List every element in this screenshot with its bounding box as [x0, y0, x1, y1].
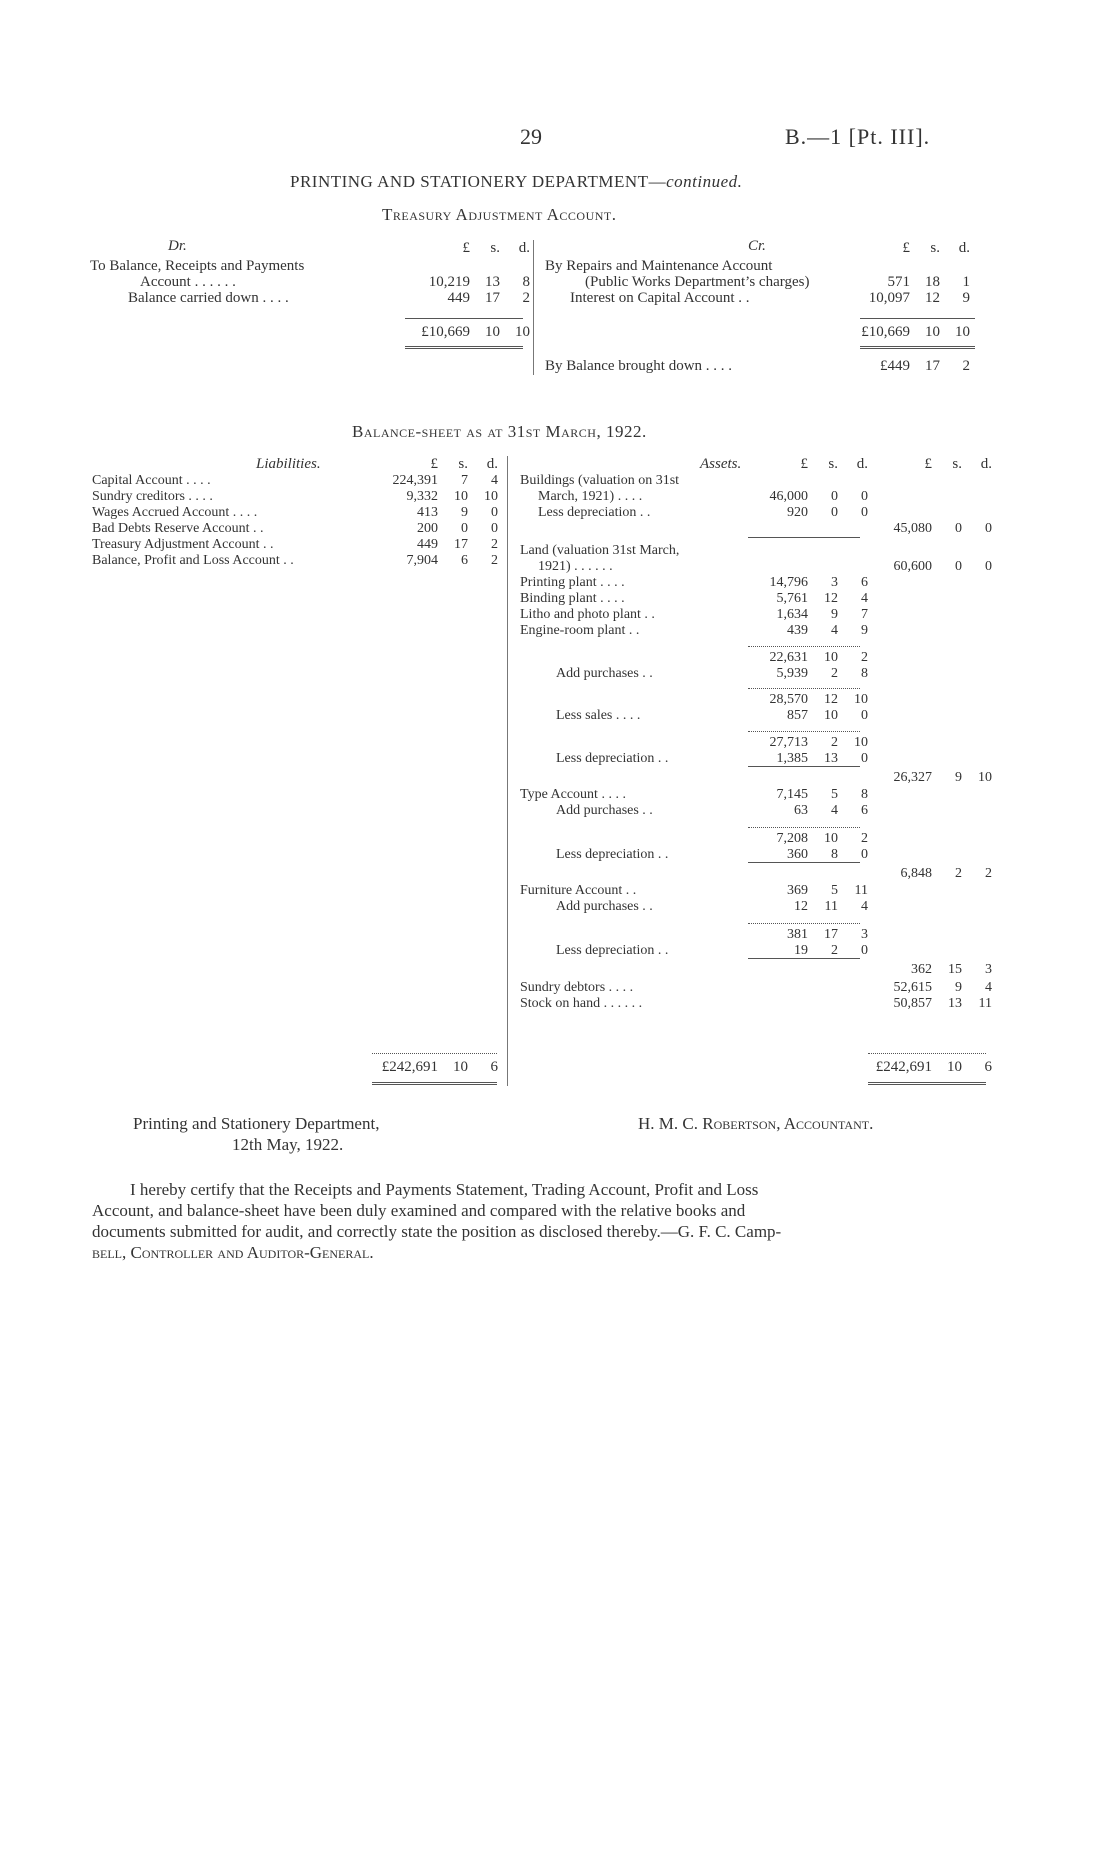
pence-value: 11: [854, 883, 868, 898]
pence-value: 2: [861, 831, 868, 846]
pence-value: 8: [522, 274, 530, 290]
asset-inner-values: [728, 751, 868, 767]
carry-out-rule: [748, 862, 860, 863]
shillings-value: 0: [461, 521, 468, 536]
pounds-value: £10,669: [861, 324, 910, 340]
pounds-value: £242,691: [875, 1059, 932, 1075]
pence-value: 10: [515, 324, 530, 340]
shillings-value: 7: [461, 473, 468, 488]
row-label: Interest on Capital Account . .: [570, 290, 750, 306]
pounds-value: 1,634: [776, 607, 808, 622]
asset-inner-values: [728, 803, 868, 819]
pound-heading: £: [924, 456, 932, 472]
asset-label: Stock on hand . . . . . .: [520, 996, 643, 1011]
pence-value: 6: [984, 1059, 992, 1075]
subtotal-rule: [748, 688, 860, 689]
treasury-left-row: [140, 274, 236, 291]
pounds-value: 6,848: [900, 866, 932, 881]
treasury-left-row: [90, 258, 304, 275]
pounds-value: 857: [787, 708, 808, 723]
asset-outer-values: [852, 521, 992, 537]
pounds-value: 224,391: [392, 473, 438, 488]
shillings-value: 9: [831, 607, 838, 622]
pounds-value: 1,385: [776, 751, 808, 766]
pence-value: 0: [491, 521, 498, 536]
shillings-value: 13: [948, 996, 962, 1011]
pounds-value: 28,570: [769, 692, 808, 707]
pence-value: 7: [861, 607, 868, 622]
shillings-value: 11: [824, 899, 838, 914]
asset-label: Less sales . . . .: [556, 708, 641, 723]
asset-inner-values: [728, 591, 868, 607]
pence-value: 10: [854, 735, 868, 750]
liability-values: [358, 521, 498, 537]
treasury-left-total: [390, 324, 530, 341]
asset-label: Engine-room plant . .: [520, 623, 640, 638]
asset-label: Add purchases . .: [556, 666, 653, 681]
pounds-value: 449: [447, 290, 470, 306]
shillings-value: 9: [955, 770, 962, 785]
signature-date: 12th May, 1922.: [232, 1135, 344, 1154]
pounds-value: 52,615: [893, 980, 932, 995]
certification-line: I hereby certify that the Receipts and Payments Statement, Trading Account, Profit and Loss: [130, 1180, 759, 1199]
treasury-right-row-values: [830, 290, 970, 307]
pence-value: 2: [861, 650, 868, 665]
shillings-value: 8: [831, 847, 838, 862]
pound-heading: £: [430, 456, 438, 472]
pence-value: 2: [491, 553, 498, 568]
shillings-value: 18: [925, 274, 940, 290]
treasury-left-lsd-header: [390, 240, 530, 257]
asset-label: Less depreciation . .: [538, 505, 651, 520]
pounds-value: 14,796: [769, 575, 808, 590]
total-rule: [868, 1082, 986, 1085]
subtotal-rule: [868, 1053, 986, 1054]
shillings-value: 12: [824, 591, 838, 606]
subtotal-rule: [748, 827, 860, 828]
department-signature-line: Printing and Stationery Department,: [133, 1114, 380, 1133]
pence-value: 10: [978, 770, 992, 785]
pounds-value: £449: [880, 358, 910, 374]
report-reference: B.—1 [Pt. III].: [785, 124, 931, 149]
accountant-signature: H. M. C. Robertson, Accountant.: [638, 1114, 874, 1133]
asset-inner-values: [728, 927, 868, 943]
pounds-value: 45,080: [893, 521, 932, 536]
shillings-value: 4: [831, 623, 838, 638]
shillings-value: 10: [453, 1059, 468, 1075]
shilling-heading: s.: [458, 456, 468, 472]
shillings-value: 2: [831, 943, 838, 958]
asset-outer-values: [852, 996, 992, 1012]
treasury-title: Treasury Adjustment Account.: [382, 205, 617, 224]
pounds-value: 920: [787, 505, 808, 520]
asset-inner-values: [728, 708, 868, 724]
liability-label: Treasury Adjustment Account . .: [92, 537, 274, 552]
assets-lsd-header-a: [728, 456, 868, 473]
pence-value: 0: [985, 559, 992, 574]
treasury-right-row: [570, 290, 750, 307]
liability-label: Capital Account . . . .: [92, 473, 211, 488]
pounds-value: 26,327: [893, 770, 932, 785]
asset-label: Type Account . . . .: [520, 787, 626, 802]
pence-value: 10: [484, 489, 498, 504]
asset-inner-values: [728, 505, 868, 521]
pounds-value: 12: [794, 899, 808, 914]
asset-label: Less depreciation . .: [556, 943, 669, 958]
treasury-right-row-values: [830, 274, 970, 291]
row-label: To Balance, Receipts and Payments: [90, 258, 305, 274]
pounds-value: 7,208: [776, 831, 808, 846]
shillings-value: 0: [955, 521, 962, 536]
liability-values: [358, 473, 498, 489]
asset-inner-values: [728, 943, 868, 959]
shillings-value: 2: [831, 735, 838, 750]
shillings-value: 2: [955, 866, 962, 881]
pence-value: 0: [861, 708, 868, 723]
department-title: [290, 172, 742, 192]
pence-value: 1: [962, 274, 970, 290]
pence-value: 6: [490, 1059, 498, 1075]
liabilities-label: Liabilities.: [256, 456, 321, 472]
asset-inner-values: [728, 650, 868, 666]
shilling-heading: s.: [952, 456, 962, 472]
pounds-value: 7,904: [406, 553, 438, 568]
asset-outer-values: [852, 866, 992, 882]
shillings-value: 3: [831, 575, 838, 590]
pence-value: 9: [861, 623, 868, 638]
asset-label: Litho and photo plant . .: [520, 607, 655, 622]
liability-values: [358, 553, 498, 569]
shillings-value: 0: [831, 505, 838, 520]
column-divider: [533, 240, 534, 375]
asset-inner-values: [728, 575, 868, 591]
asset-inner-values: [728, 831, 868, 847]
department-title-suffix: continued.: [666, 172, 743, 191]
total-rule: [860, 346, 975, 349]
assets-lsd-header-b: [852, 456, 992, 473]
dr-label: Dr.: [168, 238, 187, 254]
row-label: Account . . . . . .: [140, 274, 236, 290]
balance-sheet-title: Balance-sheet as at 31st March, 1922.: [352, 422, 647, 441]
asset-label: Buildings (valuation on 31st: [520, 473, 680, 488]
liability-label: Sundry creditors . . . .: [92, 489, 213, 504]
shillings-value: 6: [461, 553, 468, 568]
pence-value: 2: [522, 290, 530, 306]
pounds-value: 10,097: [868, 290, 910, 306]
treasury-brought-down-values: [830, 358, 970, 375]
shillings-value: 13: [824, 751, 838, 766]
liability-label: Balance, Profit and Loss Account . .: [92, 553, 294, 568]
shillings-value: 0: [831, 489, 838, 504]
shillings-value: 0: [955, 559, 962, 574]
pence-value: 4: [491, 473, 498, 488]
pence-heading: d.: [486, 456, 498, 472]
asset-inner-values: [728, 735, 868, 751]
asset-inner-values: [728, 899, 868, 915]
pence-value: 10: [854, 692, 868, 707]
shillings-value: 12: [925, 290, 940, 306]
pence-value: 6: [861, 575, 868, 590]
shillings-value: 10: [947, 1059, 962, 1075]
asset-inner-values: [728, 489, 868, 505]
pence-value: 2: [985, 866, 992, 881]
pence-value: 0: [861, 847, 868, 862]
subtotal-rule: [748, 923, 860, 924]
asset-outer-values: [852, 559, 992, 575]
shillings-value: 10: [485, 324, 500, 340]
total-rule: [405, 346, 523, 349]
asset-label: Sundry debtors . . . .: [520, 980, 634, 995]
pence-value: 8: [861, 787, 868, 802]
pence-value: 4: [985, 980, 992, 995]
treasury-right-row: [585, 274, 809, 291]
asset-outer-values: [852, 770, 992, 786]
shillings-value: 2: [831, 666, 838, 681]
shillings-value: 9: [461, 505, 468, 520]
pounds-value: 439: [787, 623, 808, 638]
shillings-value: 4: [831, 803, 838, 818]
certification-line: documents submitted for audit, and correctly state the position as disclosed thereby.—G. F. C. Camp-: [92, 1222, 782, 1241]
carry-out-rule: [748, 958, 860, 959]
cr-label: Cr.: [748, 238, 766, 254]
asset-outer-values: [852, 980, 992, 996]
row-label: (Public Works Department’s charges): [585, 274, 810, 290]
pence-heading: d.: [958, 240, 970, 256]
shillings-value: 17: [925, 358, 940, 374]
treasury-brought-down-row: [545, 358, 732, 375]
pence-value: 8: [861, 666, 868, 681]
subtotal-rule: [748, 646, 860, 647]
shillings-value: 5: [831, 787, 838, 802]
shilling-heading: s.: [828, 456, 838, 472]
pence-value: 2: [491, 537, 498, 552]
pounds-value: 27,713: [769, 735, 808, 750]
asset-inner-values: [728, 692, 868, 708]
asset-inner-values: [728, 787, 868, 803]
pound-heading: £: [800, 456, 808, 472]
liability-values: [358, 489, 498, 505]
liability-values: [358, 505, 498, 521]
treasury-right-row: [545, 258, 772, 275]
pence-value: 0: [861, 943, 868, 958]
certification-line: Account, and balance-sheet have been duly examined and compared with the relative books and: [92, 1201, 746, 1220]
pence-heading: d.: [980, 456, 992, 472]
pence-value: 9: [962, 290, 970, 306]
row-label: By Repairs and Maintenance Account: [545, 258, 773, 274]
pence-heading: d.: [856, 456, 868, 472]
pounds-value: 5,939: [776, 666, 808, 681]
pounds-value: £242,691: [381, 1059, 438, 1075]
liability-label: Wages Accrued Account . . . .: [92, 505, 258, 520]
pounds-value: 413: [417, 505, 438, 520]
pounds-value: 200: [417, 521, 438, 536]
shillings-value: 17: [485, 290, 500, 306]
shillings-value: 9: [955, 980, 962, 995]
page-number: 29: [520, 124, 542, 149]
shilling-heading: s.: [490, 240, 500, 256]
treasury-right-lsd-header: [830, 240, 970, 257]
row-label: Balance carried down . . . .: [128, 290, 289, 306]
certification-line: bell, Controller and Auditor-General.: [92, 1243, 374, 1262]
shillings-value: 10: [824, 650, 838, 665]
pounds-value: 5,761: [776, 591, 808, 606]
pounds-value: 19: [794, 943, 808, 958]
pounds-value: 571: [887, 274, 910, 290]
shillings-value: 17: [454, 537, 468, 552]
liability-label: Bad Debts Reserve Account . .: [92, 521, 264, 536]
assets-label: Assets.: [700, 456, 742, 472]
asset-inner-values: [728, 666, 868, 682]
department-title-main: PRINTING AND STATIONERY DEPARTMENT—: [290, 172, 667, 191]
subtotal-rule: [372, 1053, 497, 1054]
asset-inner-values: [728, 607, 868, 623]
shillings-value: 12: [824, 692, 838, 707]
pence-value: 3: [861, 927, 868, 942]
column-divider: [507, 456, 508, 1086]
shillings-value: 5: [831, 883, 838, 898]
pounds-value: 10,219: [428, 274, 470, 290]
pence-value: 3: [985, 962, 992, 977]
subtotal-rule: [748, 731, 860, 732]
pence-value: 2: [962, 358, 970, 374]
pounds-value: 50,857: [893, 996, 932, 1011]
asset-label: 1921) . . . . . .: [538, 559, 613, 574]
pence-value: 6: [861, 803, 868, 818]
pence-value: 0: [985, 521, 992, 536]
pence-value: 11: [978, 996, 992, 1011]
row-label: By Balance brought down . . . .: [545, 358, 733, 374]
asset-inner-values: [728, 623, 868, 639]
pence-value: 0: [861, 489, 868, 504]
pence-value: 10: [955, 324, 970, 340]
asset-label: Printing plant . . . .: [520, 575, 625, 590]
pence-heading: d.: [518, 240, 530, 256]
asset-label: Add purchases . .: [556, 899, 653, 914]
pound-heading: £: [462, 240, 470, 256]
shillings-value: 10: [824, 708, 838, 723]
pence-value: 0: [491, 505, 498, 520]
pounds-value: 449: [417, 537, 438, 552]
treasury-left-row-values: [390, 274, 530, 291]
subtotal-rule: [860, 318, 975, 319]
asset-label: Binding plant . . . .: [520, 591, 625, 606]
asset-label: March, 1921) . . . .: [538, 489, 643, 504]
shillings-value: 10: [454, 489, 468, 504]
carry-out-rule: [748, 766, 860, 767]
pounds-value: 7,145: [776, 787, 808, 802]
asset-inner-values: [728, 847, 868, 863]
liabilities-lsd-header: [358, 456, 498, 473]
pence-value: 0: [861, 505, 868, 520]
pound-heading: £: [902, 240, 910, 256]
liability-values: [358, 537, 498, 553]
asset-label: Land (valuation 31st March,: [520, 543, 680, 558]
asset-label: Furniture Account . .: [520, 883, 637, 898]
asset-inner-values: [728, 883, 868, 899]
shillings-value: 10: [925, 324, 940, 340]
total-rule: [372, 1082, 497, 1085]
asset-label: Add purchases . .: [556, 803, 653, 818]
shillings-value: 13: [485, 274, 500, 290]
pounds-value: 9,332: [406, 489, 438, 504]
pounds-value: £10,669: [421, 324, 470, 340]
treasury-left-row: [128, 290, 289, 307]
liabilities-total: [358, 1059, 498, 1076]
pounds-value: 22,631: [769, 650, 808, 665]
pounds-value: 369: [787, 883, 808, 898]
shillings-value: 10: [824, 831, 838, 846]
subtotal-rule: [405, 318, 523, 319]
pence-value: 4: [861, 591, 868, 606]
pounds-value: 60,600: [893, 559, 932, 574]
treasury-right-total: [830, 324, 970, 341]
asset-outer-values: [852, 962, 992, 978]
carry-out-rule: [748, 537, 860, 538]
shillings-value: 15: [948, 962, 962, 977]
asset-label: Less depreciation . .: [556, 751, 669, 766]
pounds-value: 46,000: [769, 489, 808, 504]
pence-value: 0: [861, 751, 868, 766]
asset-label: Less depreciation . .: [556, 847, 669, 862]
pounds-value: 63: [794, 803, 808, 818]
pounds-value: 360: [787, 847, 808, 862]
pence-value: 4: [861, 899, 868, 914]
pounds-value: 381: [787, 927, 808, 942]
assets-total: [852, 1059, 992, 1076]
pounds-value: 362: [911, 962, 932, 977]
treasury-left-row-values: [390, 290, 530, 307]
shilling-heading: s.: [930, 240, 940, 256]
shillings-value: 17: [824, 927, 838, 942]
